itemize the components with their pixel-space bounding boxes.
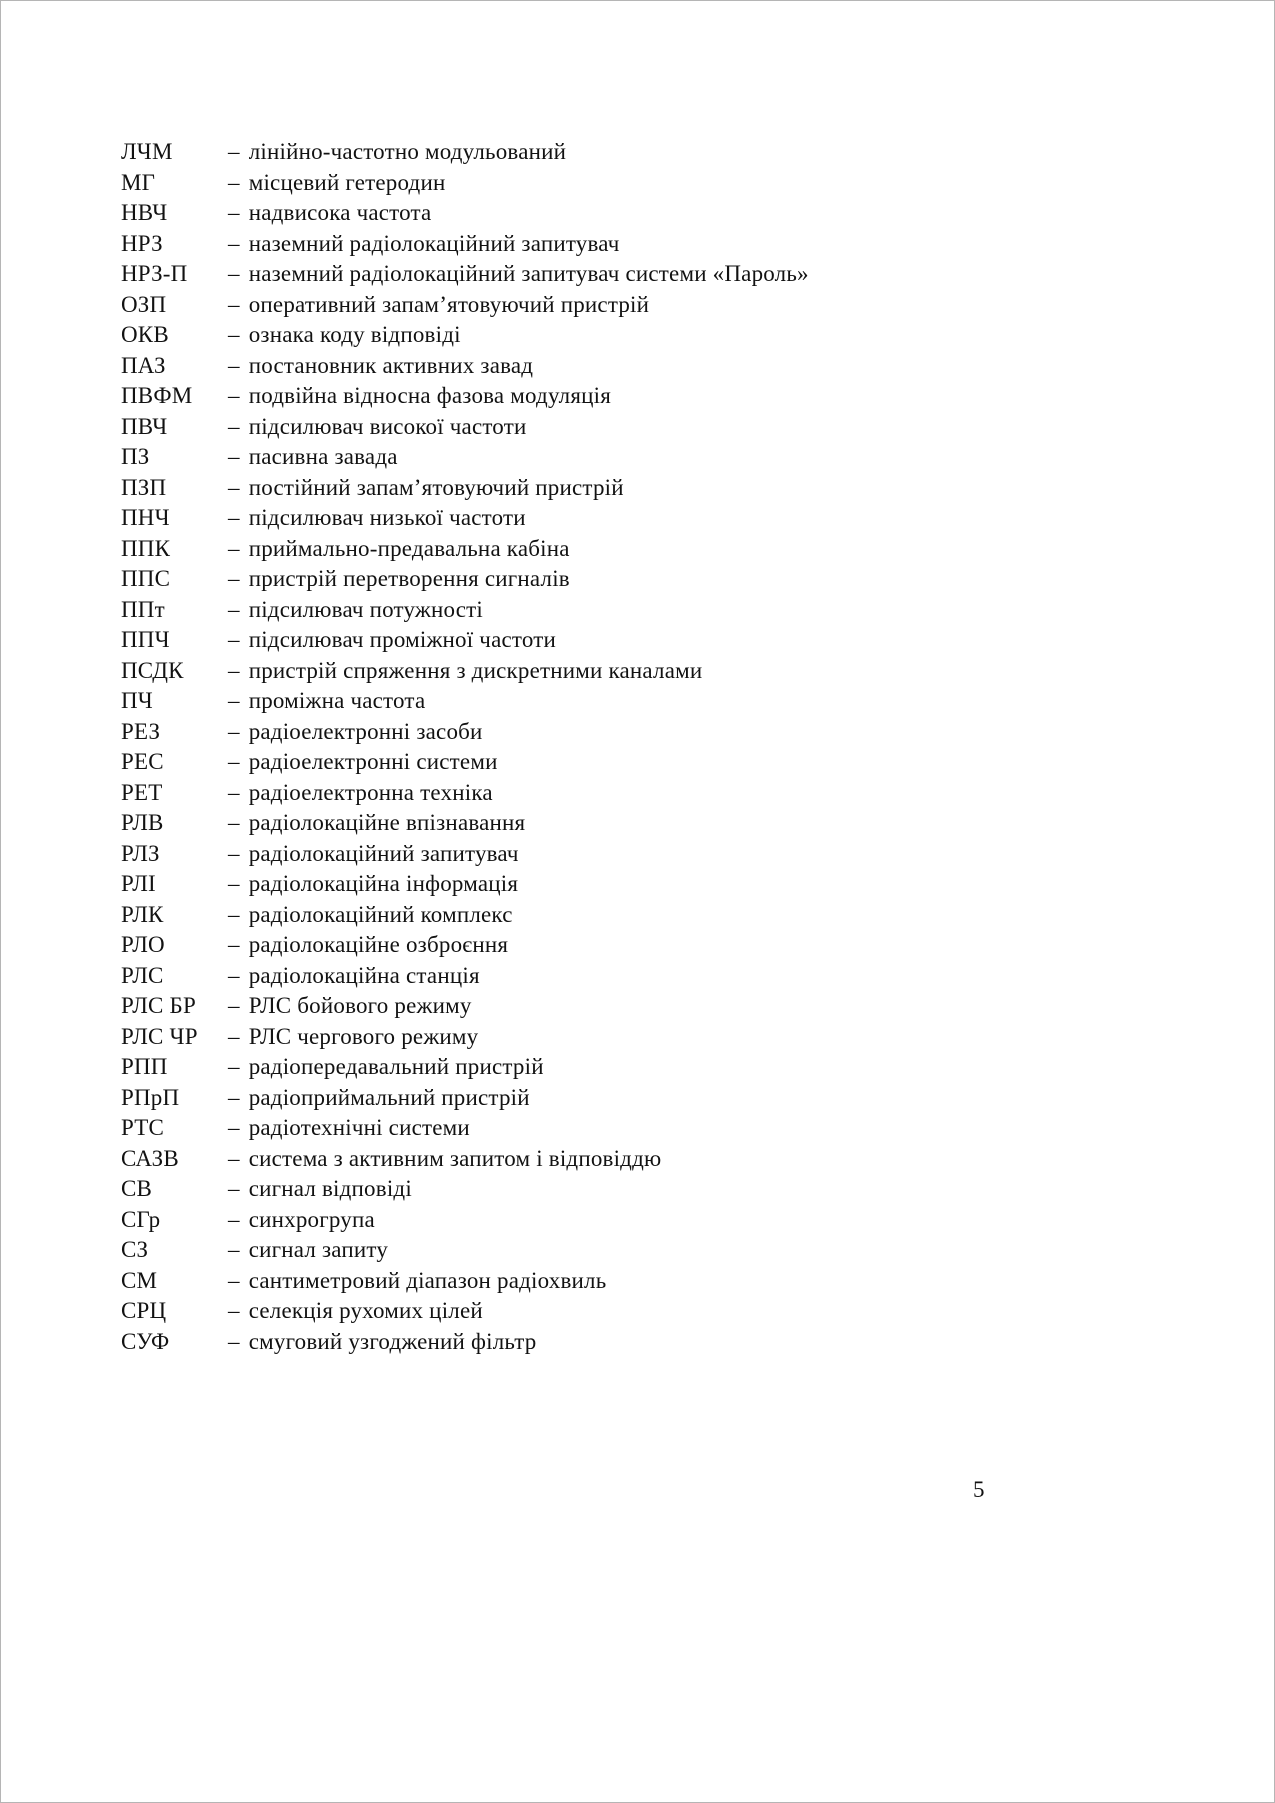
dash-separator: –	[228, 657, 240, 683]
dash-separator: –	[228, 169, 240, 195]
abbreviation-row	[121, 991, 1171, 1022]
abbreviation-row	[121, 1296, 1171, 1327]
abbreviation-row	[121, 595, 1171, 626]
dash-separator: –	[228, 352, 240, 378]
abbreviation-term: РПП	[121, 1054, 168, 1079]
dash-separator: –	[228, 596, 240, 622]
dash-separator: –	[228, 718, 240, 744]
abbreviation-row	[121, 351, 1171, 382]
abbreviation-row	[121, 839, 1171, 870]
abbreviation-term: РТС	[121, 1115, 165, 1140]
dash-separator: –	[228, 139, 240, 164]
dash-separator: –	[228, 1267, 240, 1293]
abbreviation-row	[121, 290, 1171, 321]
abbreviation-row	[121, 198, 1171, 229]
abbreviation-definition: радіопередавальний пристрій	[248, 1054, 544, 1079]
abbreviation-term: РЕС	[121, 749, 164, 774]
abbreviation-term: СРЦ	[121, 1298, 167, 1323]
dash-separator: –	[228, 871, 240, 896]
abbreviation-term: ППК	[121, 535, 171, 561]
abbreviation-definition: наземний радіолокаційний запитувач	[248, 230, 620, 256]
dash-separator: –	[228, 810, 240, 835]
abbreviation-row	[121, 1205, 1171, 1236]
abbreviation-row	[121, 900, 1171, 931]
dash-separator: –	[228, 444, 240, 469]
abbreviation-definition: радіоелектронні засоби	[248, 718, 483, 744]
abbreviation-term: ОКВ	[121, 322, 169, 347]
abbreviation-definition: радіолокаційна інформація	[248, 871, 519, 896]
abbreviation-definition: селекція рухомих цілей	[248, 1298, 483, 1323]
dash-separator: –	[228, 1054, 240, 1079]
abbreviation-term: НВЧ	[121, 200, 168, 225]
abbreviation-term: РЛК	[121, 901, 164, 927]
abbreviation-definition: радіолокаційна станція	[248, 962, 480, 988]
abbreviation-row	[121, 1052, 1171, 1083]
dash-separator: –	[228, 322, 240, 347]
abbreviation-row	[121, 747, 1171, 778]
abbreviation-row	[121, 412, 1171, 443]
abbreviation-term: РПрП	[121, 1084, 180, 1110]
dash-separator: –	[228, 1237, 240, 1262]
dash-separator: –	[228, 230, 240, 256]
dash-separator: –	[228, 413, 240, 439]
abbreviation-definition: радіолокаційний запитувач	[248, 840, 519, 866]
dash-separator: –	[228, 1176, 240, 1201]
abbreviation-definition: радіоприймальний пристрій	[248, 1084, 530, 1110]
abbreviation-term: ПСДК	[121, 657, 184, 683]
abbreviation-row	[121, 259, 1171, 290]
abbreviation-row	[121, 625, 1171, 656]
abbreviation-term: ЛЧМ	[121, 139, 173, 164]
abbreviation-definition: смуговий узгоджений фільтр	[248, 1328, 537, 1354]
abbreviation-term: НРЗ-П	[121, 261, 188, 286]
abbreviation-row	[121, 717, 1171, 748]
dash-separator: –	[228, 840, 240, 866]
abbreviation-row	[121, 1174, 1171, 1205]
abbreviation-row	[121, 137, 1171, 168]
abbreviation-term: ПВЧ	[121, 413, 168, 439]
abbreviation-definition: проміжна частота	[248, 688, 426, 713]
abbreviation-definition: постановник активних завад	[248, 352, 534, 378]
abbreviation-row	[121, 1022, 1171, 1053]
abbreviation-definition: пасивна завада	[248, 444, 398, 469]
abbreviation-row	[121, 1083, 1171, 1114]
abbreviation-definition: сигнал запиту	[248, 1237, 389, 1262]
abbreviation-definition: наземний радіолокаційний запитувач системи «Пароль»	[248, 261, 809, 286]
abbreviation-row	[121, 168, 1171, 199]
abbreviation-definition: постійний запам’ятовуючий пристрій	[248, 474, 624, 500]
dash-separator: –	[228, 627, 240, 652]
abbreviation-term: ППт	[121, 596, 165, 622]
abbreviation-term: РЛС ЧР	[121, 1023, 198, 1049]
abbreviation-row	[121, 320, 1171, 351]
abbreviation-term: РЛС БР	[121, 993, 196, 1018]
abbreviation-definition: приймально-предавальна кабіна	[248, 535, 570, 561]
abbreviation-definition: радіолокаційний комплекс	[248, 901, 513, 927]
dash-separator: –	[228, 1023, 240, 1049]
abbreviation-definition: радіотехнічні системи	[248, 1115, 470, 1140]
abbreviation-term: ОЗП	[121, 291, 167, 317]
dash-separator: –	[228, 1145, 240, 1171]
dash-separator: –	[228, 474, 240, 500]
dash-separator: –	[228, 1206, 240, 1232]
abbreviation-term: СУФ	[121, 1328, 170, 1354]
dash-separator: –	[228, 505, 240, 530]
dash-separator: –	[228, 1084, 240, 1110]
abbreviation-definition: система з активним запитом і відповіддю	[248, 1145, 662, 1171]
abbreviation-list	[121, 137, 1171, 1357]
dash-separator: –	[228, 962, 240, 988]
abbreviation-term: СЗ	[121, 1237, 149, 1262]
abbreviation-row	[121, 1235, 1171, 1266]
abbreviation-definition: підсилювач низької частоти	[248, 505, 526, 530]
abbreviation-row	[121, 808, 1171, 839]
dash-separator: –	[228, 566, 240, 591]
dash-separator: –	[228, 749, 240, 774]
dash-separator: –	[228, 535, 240, 561]
abbreviation-row	[121, 778, 1171, 809]
dash-separator: –	[228, 993, 240, 1018]
abbreviation-term: РЕТ	[121, 779, 163, 805]
abbreviation-definition: підсилювач проміжної частоти	[248, 627, 556, 652]
abbreviation-row	[121, 869, 1171, 900]
abbreviation-definition: РЛС чергового режиму	[248, 1023, 479, 1049]
dash-separator: –	[228, 779, 240, 805]
abbreviation-term: РЕЗ	[121, 718, 161, 744]
abbreviation-row	[121, 381, 1171, 412]
dash-separator: –	[228, 261, 240, 286]
abbreviation-term: РЛО	[121, 932, 165, 957]
abbreviation-definition: оперативний запам’ятовуючий пристрій	[248, 291, 650, 317]
abbreviation-row	[121, 473, 1171, 504]
dash-separator: –	[228, 1115, 240, 1140]
abbreviation-term: ПВФМ	[121, 383, 193, 408]
abbreviation-definition: підсилювач високої частоти	[248, 413, 527, 439]
abbreviation-definition: радіоелектронні системи	[248, 749, 498, 774]
abbreviation-row	[121, 686, 1171, 717]
abbreviation-row	[121, 930, 1171, 961]
dash-separator: –	[228, 901, 240, 927]
abbreviation-definition: сигнал відповіді	[248, 1176, 412, 1201]
abbreviation-definition: місцевий гетеродин	[248, 169, 446, 195]
abbreviation-row	[121, 1144, 1171, 1175]
abbreviation-definition: радіоелектронна техніка	[248, 779, 493, 805]
abbreviation-row	[121, 534, 1171, 565]
abbreviation-definition: РЛС бойового режиму	[248, 993, 472, 1018]
abbreviation-definition: сантиметровий діапазон радіохвиль	[248, 1267, 607, 1293]
page-number: 5	[973, 1477, 985, 1502]
abbreviation-term: НРЗ	[121, 230, 163, 256]
abbreviation-term: РЛВ	[121, 810, 164, 835]
abbreviation-row	[121, 442, 1171, 473]
dash-separator: –	[228, 291, 240, 317]
abbreviation-definition: радіолокаційне впізнавання	[248, 810, 526, 835]
abbreviation-definition: надвисока частота	[248, 200, 432, 225]
dash-separator: –	[228, 688, 240, 713]
abbreviation-term: ПНЧ	[121, 505, 170, 530]
abbreviation-definition: пристрій спряження з дискретними каналами	[248, 657, 703, 683]
abbreviation-definition: подвійна відносна фазова модуляція	[248, 383, 611, 408]
abbreviation-row	[121, 1327, 1171, 1358]
abbreviation-term: ПЧ	[121, 688, 153, 713]
abbreviation-row	[121, 1266, 1171, 1297]
abbreviation-row	[121, 229, 1171, 260]
abbreviation-term: ПЗП	[121, 474, 167, 500]
abbreviation-definition: ознака коду відповіді	[248, 322, 461, 347]
abbreviation-term: РЛІ	[121, 871, 156, 896]
abbreviation-term: ППЧ	[121, 627, 170, 652]
dash-separator: –	[228, 1328, 240, 1354]
abbreviation-definition: підсилювач потужності	[248, 596, 484, 622]
abbreviation-row	[121, 656, 1171, 687]
abbreviation-term: ПАЗ	[121, 352, 166, 378]
abbreviation-term: МГ	[121, 169, 156, 195]
abbreviation-definition: лінійно-частотно модульований	[248, 139, 567, 164]
abbreviation-term: ППС	[121, 566, 171, 591]
abbreviation-term: СГр	[121, 1206, 161, 1232]
abbreviation-term: РЛС	[121, 962, 164, 988]
abbreviation-row	[121, 1113, 1171, 1144]
abbreviation-term: САЗВ	[121, 1145, 179, 1171]
abbreviation-row	[121, 503, 1171, 534]
dash-separator: –	[228, 932, 240, 957]
abbreviation-row	[121, 564, 1171, 595]
dash-separator: –	[228, 383, 240, 408]
dash-separator: –	[228, 1298, 240, 1323]
dash-separator: –	[228, 200, 240, 225]
abbreviation-term: РЛЗ	[121, 840, 160, 866]
abbreviation-row	[121, 961, 1171, 992]
abbreviation-term: СМ	[121, 1267, 158, 1293]
abbreviation-definition: синхрогрупа	[248, 1206, 375, 1232]
abbreviation-term: ПЗ	[121, 444, 150, 469]
abbreviation-term: СВ	[121, 1176, 153, 1201]
abbreviation-definition: пристрій перетворення сигналів	[248, 566, 570, 591]
abbreviation-definition: радіолокаційне озброєння	[248, 932, 509, 957]
